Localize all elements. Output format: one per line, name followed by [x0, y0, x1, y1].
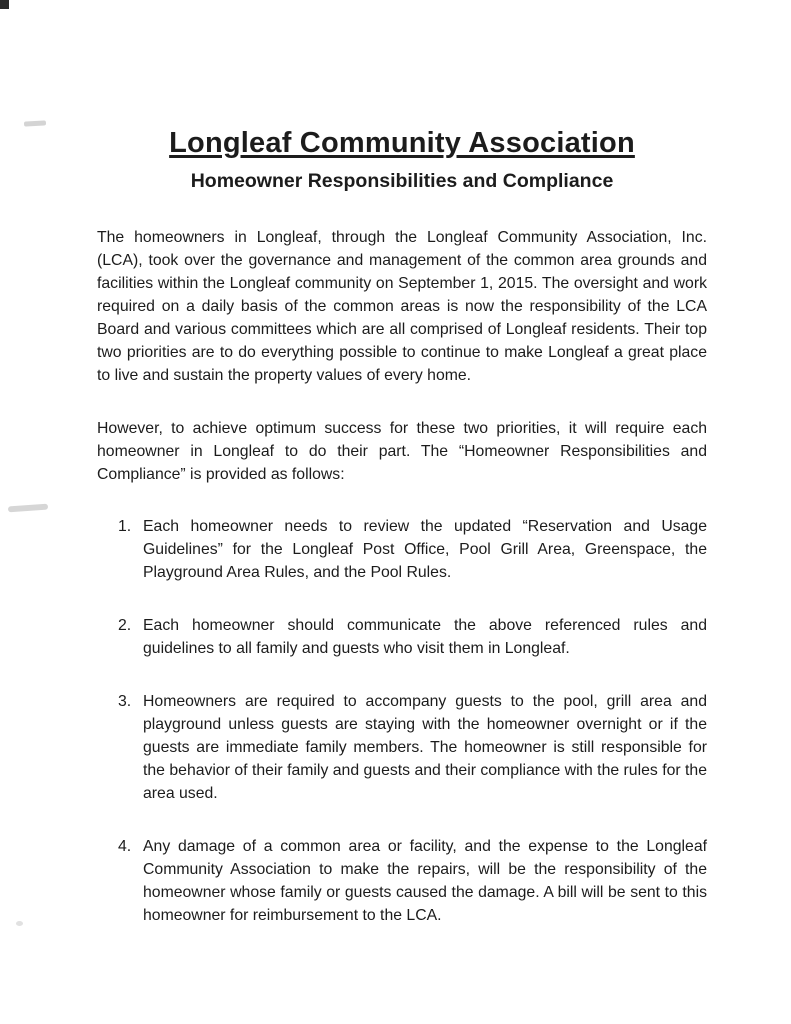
- list-item-number: 4.: [118, 838, 132, 855]
- list-item-number: 1.: [118, 518, 132, 535]
- paragraph-intro: The homeowners in Longleaf, through the Longleaf Community Association, Inc. (LCA), took over the governance and management of the common area grounds and facilities within the Longleaf community on September 1, 2015. The oversight and work required on a daily basis of the common areas is now the responsibility of the LCA Board and various committees which are all comprised of Longleaf residents. Their top two priorities are to do everything possible to continue to make Longleaf a great place to live and sustain the property values of every home.: [97, 229, 707, 384]
- list-item-number: 2.: [118, 617, 132, 634]
- list-item-text: Each homeowner should communicate the above referenced rules and guidelines to all family and guests who visit them in Longleaf.: [143, 617, 707, 657]
- scan-artifact-smudge: [16, 921, 23, 926]
- list-item-text: Homeowners are required to accompany guests to the pool, grill area and playground unless guests are staying with the homeowner overnight or if the guests are immediate family members. The homeowner is still responsible for the behavior of their family and guests and their compliance with the rules for the area used.: [143, 693, 707, 802]
- paragraph-lead-in: However, to achieve optimum success for these two priorities, it will require each homeowner in Longleaf to do their part. The “Homeowner Responsibilities and Compliance” is provided as follows:: [97, 420, 707, 483]
- list-item-text: Any damage of a common area or facility, and the expense to the Longleaf Community Association to make the repairs, will be the responsibility of the homeowner whose family or guests caused the damage. A bill will be sent to this homeowner for reimbursement to the LCA.: [143, 838, 707, 924]
- scan-artifact-smudge: [8, 504, 48, 513]
- scan-artifact-smudge: [24, 120, 46, 126]
- list-item: [97, 515, 707, 584]
- list-item-number: 3.: [118, 693, 132, 710]
- list-item: [97, 835, 707, 927]
- scan-artifact-corner: [0, 0, 9, 9]
- document-title: [97, 126, 707, 160]
- list-item: [97, 690, 707, 805]
- list-item: [97, 614, 707, 660]
- document-subtitle: Homeowner Responsibilities and Compliance: [190, 170, 614, 192]
- list-item-text: Each homeowner needs to review the updated “Reservation and Usage Guidelines” for the Longleaf Post Office, Pool Grill Area, Greenspace, the Playground Area Rules, and the Pool Rules.: [143, 518, 707, 581]
- responsibilities-list: [97, 515, 707, 927]
- document-title-text: Longleaf Community Association: [169, 127, 635, 159]
- document-content: [97, 126, 707, 927]
